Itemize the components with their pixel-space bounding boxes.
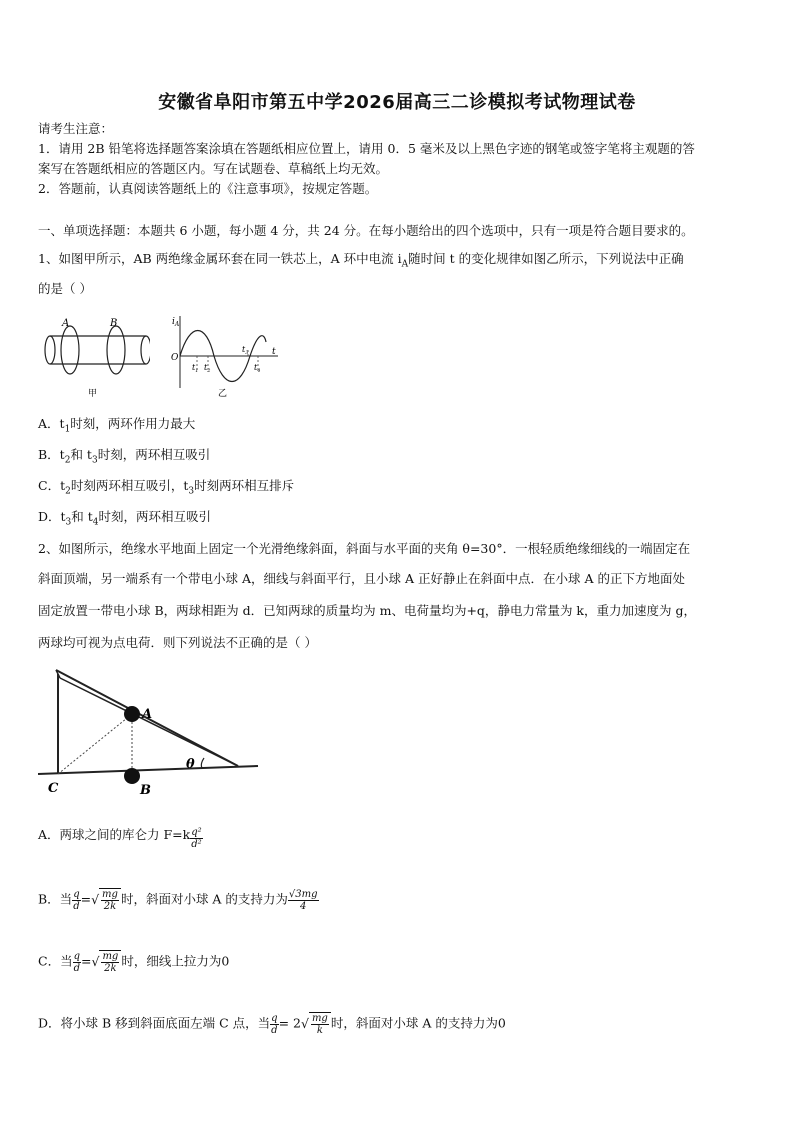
tick-t3: $t_3$	[242, 345, 249, 356]
ball-a	[124, 706, 140, 722]
ring-a-label: A	[62, 318, 70, 329]
notice-item-1-line-1: 1．请用 2B 铅笔将选择题答案涂填在答题纸相应位置上，请用 0．5 毫米及以上黑色字迹的钢笔或签字笔将主观题的答	[38, 141, 695, 156]
question-2-option-b: B．当 $\frac{q}{d}$ =√ $\frac{mg}{2k}$ 时，斜面对小球 A 的支持力为 $\frac{√3mg}{4}$	[38, 888, 318, 912]
figure-jia-caption: 甲	[88, 389, 98, 399]
question-2-option-d: D．将小球 B 移到斜面底面左端 C 点，当 $\frac{q}{d}$ = 2√ $\frac{mg}{k}$ 时，斜面对小球 A 的支持力为0	[38, 1012, 506, 1036]
question-2-line-2: 斜面顶端，另一端系有一个带电小球 A，细线与斜面平行，且小球 A 正好静止在斜面中点．在小球 A 的正下方地面处	[38, 571, 685, 586]
section-1-heading: 一、单项选择题：本题共 6 小题，每小题 4 分，共 24 分。在每小题给出的四个选项中，只有一项是符合题目要求的。	[38, 223, 694, 238]
question-1-stem: 1、如图甲所示，AB 两绝缘金属环套在同一铁芯上，A 环中电流 $i_A$随时间 t 的变化规律如图乙所示，下列说法中正确	[38, 251, 684, 270]
ball-a-label: A	[142, 707, 153, 722]
ball-b-label: B	[140, 783, 151, 798]
y-axis-label: $i_A$	[172, 317, 180, 328]
tick-t2: $t_2$	[204, 363, 211, 374]
question-1-option-c: C．$t_2$时刻两环相互吸引，$t_3$时刻两环相互排斥	[38, 478, 295, 497]
figure-yi-caption: 乙	[218, 389, 228, 399]
question-1-stem-line-2: 的是（ ）	[38, 281, 92, 296]
question-1-option-d: D．$t_3$和 $t_4$时刻，两环相互吸引	[38, 509, 212, 528]
question-2-option-c: C．当 $\frac{q}{d}$ =√ $\frac{mg}{2k}$ 时，细线上拉力为0	[38, 950, 230, 974]
x-axis-label: t	[272, 347, 276, 357]
notice-item-1-line-2: 案写在答题纸相应的答题区内。写在试题卷、草稿纸上均无效。	[38, 161, 389, 176]
question-2-line-4: 两球均可视为点电荷．则下列说法不正确的是（ ）	[38, 635, 317, 650]
question-2-line-1: 2、如图所示，绝缘水平地面上固定一个光滑绝缘斜面，斜面与水平面的夹角 θ=30°．一根轻质绝缘细线的一端固定在	[38, 541, 691, 556]
point-c-label: C	[48, 781, 59, 796]
ball-b	[124, 768, 140, 784]
question-2-line-3: 固定放置一带电小球 B，两球相距为 d．已知两球的质量均为 m、电荷量均为+q，静电力常量为 k，重力加速度为 g，	[38, 603, 696, 618]
figure-yi-current-graph	[166, 312, 282, 404]
ground-line	[38, 766, 258, 774]
tick-t1: $t_1$	[192, 363, 199, 374]
origin-label: O	[171, 353, 179, 363]
notice-item-2: 2．答题前，认真阅读答题纸上的《注意事项》，按规定答题。	[38, 181, 378, 196]
notice-heading: 请考生注意：	[38, 121, 114, 136]
theta-label: θ	[186, 757, 195, 772]
figure-jia-core-rings	[38, 312, 150, 404]
question-1-option-a: A．$t_1$时刻，两环作用力最大	[38, 416, 196, 435]
ring-b-label: B	[110, 318, 118, 329]
page-title: 安徽省阜阳市第五中学2026届高三二诊模拟考试物理试卷	[158, 92, 636, 113]
ring-b	[107, 326, 125, 374]
question-1-option-b: B．$t_2$和 $t_3$时刻，两环相互吸引	[38, 447, 211, 466]
figure-incline	[38, 662, 266, 798]
tick-t4: $t_4$	[254, 363, 261, 374]
question-2-option-a: A．两球之间的库仑力 F=k $\frac{\text{q²}}{\text{d²}}$	[38, 827, 202, 850]
ring-a	[61, 326, 79, 374]
